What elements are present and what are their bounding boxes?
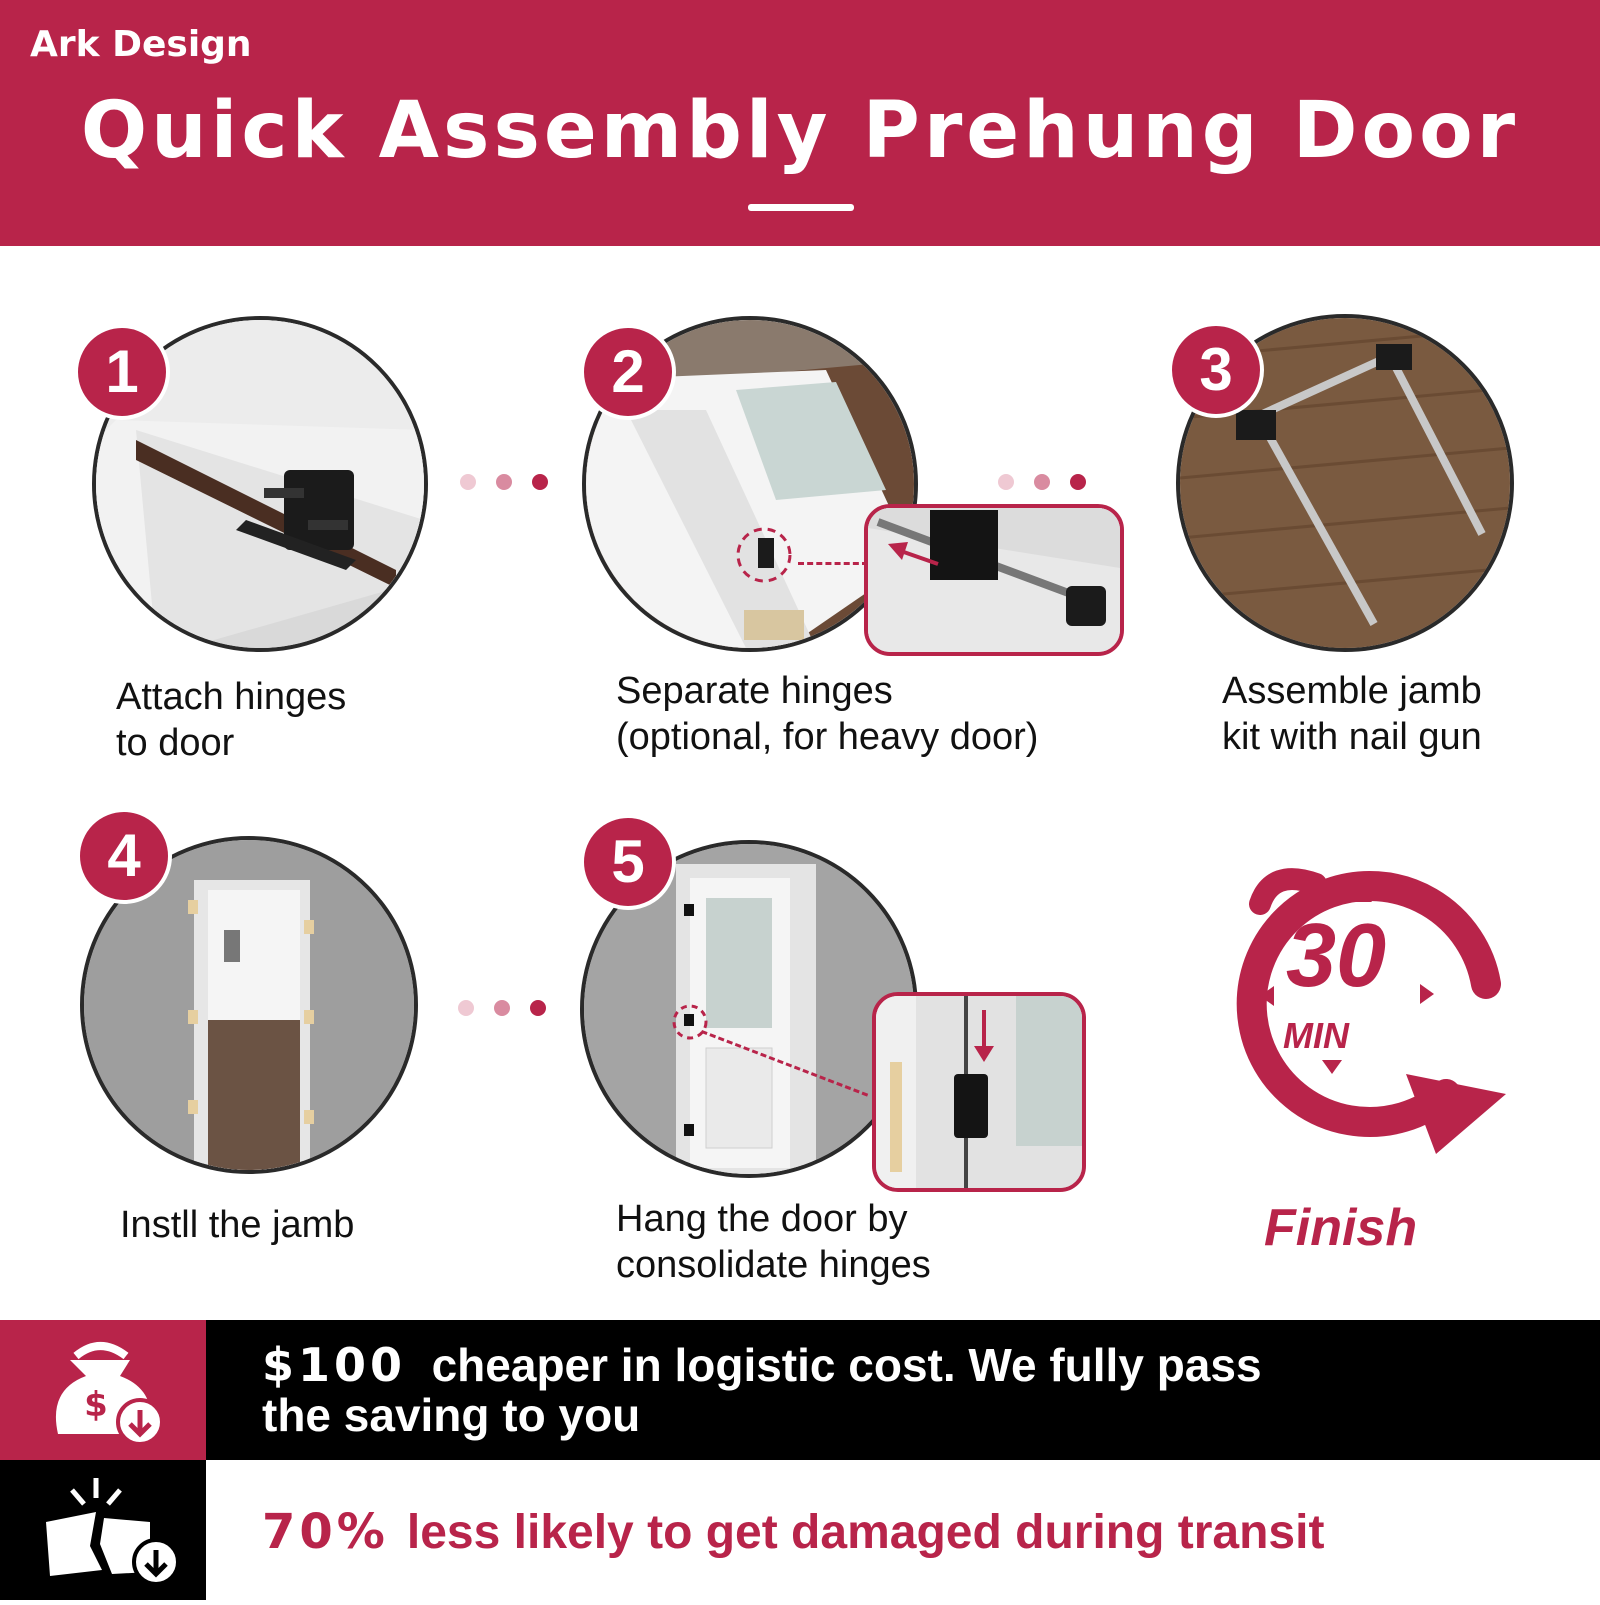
timer-value: 30 [1285,906,1387,1006]
step-5-caption: Hang the door by consolidate hinges [616,1198,931,1286]
step-3-badge: 3 [1168,322,1264,418]
step-2-detail-inset [864,504,1124,656]
step-1-caption: Attach hinges to door [116,676,347,764]
benefit-band-cost [0,1320,1600,1460]
step-1-badge: 1 [74,324,170,420]
benefit-damage-text: 70% less likely to get damaged during transit [262,1504,1325,1560]
step-4-badge: 4 [76,808,172,904]
step-5-badge: 5 [580,814,676,910]
step-2-caption: Separate hinges (optional, for heavy door) [616,670,1039,758]
step-5-detail-inset [872,992,1086,1192]
step-connector-dots-2 [998,474,1086,490]
hinge-consolidate-detail [876,996,1082,1188]
finish-label: Finish [1264,1199,1418,1257]
header-banner [0,0,1600,246]
step-3-caption: Assemble jamb kit with nail gun [1222,670,1482,758]
step-connector-dots-1 [460,474,548,490]
step-2-badge: 2 [580,324,676,420]
title-underline [748,204,854,211]
page-title: Quick Assembly Prehung Door [80,86,1520,176]
benefit-cost-text: $100 cheaper in logistic cost. We fully pass the saving to you [262,1338,1262,1441]
benefit-cost-highlight: $100 [262,1338,407,1392]
step-2-callout-line [798,562,868,565]
money-bag-down-icon [0,1320,206,1460]
svg-text:$: $ [84,1385,108,1425]
stopwatch-30-min-icon [1236,864,1516,1164]
brand-logo: Ark Design [30,24,252,65]
step-connector-dots-3 [458,1000,546,1016]
broken-box-down-icon [0,1460,206,1600]
hinge-pin-detail [868,508,1120,652]
step-4-caption: Instll the jamb [120,1204,355,1246]
timer-unit: MIN [1283,1015,1349,1056]
benefit-damage-highlight: 70% [262,1504,389,1560]
benefit-band-damage [0,1460,1600,1600]
